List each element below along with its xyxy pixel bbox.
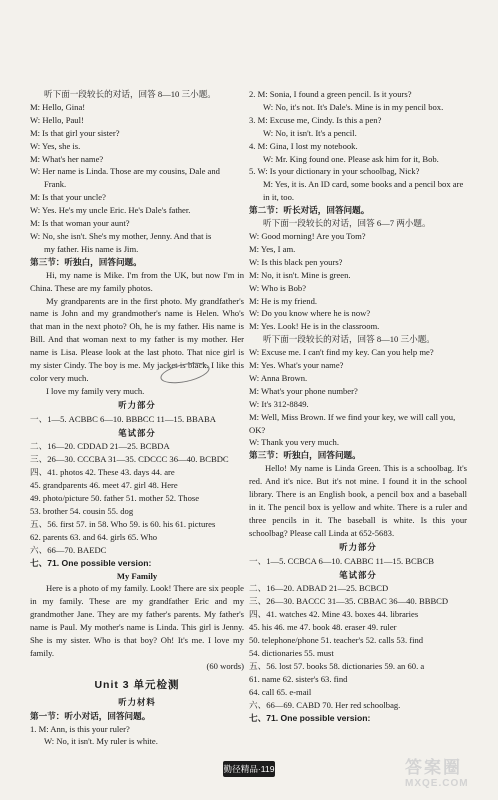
left-line: 笔试部分 — [118, 427, 156, 438]
right-column — [249, 88, 467, 724]
left-line: Hi, my name is Mike. I'm from the UK, but now I'm in China. These are my family photos. — [30, 269, 244, 293]
right-line: W: It's 312-8849. — [249, 398, 309, 409]
right-line: M: Well, Miss Brown. If we find your key, we will call you, OK? — [249, 411, 456, 435]
left-line: W: Hello, Paul! — [30, 114, 84, 125]
right-line: 第三节：听独白，回答问题。 — [249, 450, 361, 461]
right-line: 64. call 65. e-mail — [249, 686, 312, 697]
left-line: 一、1—5. ACBBC 6—10. BBBCC 11—15. BBABA — [30, 413, 216, 424]
right-line: W: Mr. King found one. Please ask him for it, Bob. — [263, 153, 439, 164]
left-line: 五、56. first 57. in 58. Who 59. is 60. his 61. pictures — [30, 518, 216, 529]
page-footer-label: 勤径精品·119 — [223, 761, 275, 777]
right-line: 第二节：听长对话，回答问题。 — [249, 205, 370, 216]
left-line: I love my family very much. — [46, 385, 145, 396]
right-line: 二、16—20. ADBAD 21—25. BCBCD — [249, 583, 389, 594]
right-line: 54. dictionaries 55. must — [249, 647, 334, 658]
right-line: 听下面一段较长的对话，回答 6—7 两小题。 — [263, 218, 431, 229]
right-line: 3. M: Excuse me, Cindy. Is this a pen? — [249, 114, 382, 125]
left-line: Frank. — [44, 179, 67, 190]
right-line: 五、56. lost 57. books 58. dictionaries 59. an 60. a — [249, 660, 425, 671]
left-line: M: Is that your uncle? — [30, 192, 106, 203]
left-line: 六、66—70. BAEDC — [30, 544, 107, 555]
left-line: 听力材料 — [118, 696, 156, 707]
right-line: 笔试部分 — [339, 569, 377, 580]
right-line: W: Is this black pen yours? — [249, 256, 343, 267]
left-line: M: What's her name? — [30, 153, 104, 164]
right-line: W: Anna Brown. — [249, 372, 308, 383]
right-line: M: Yes, I am. — [249, 243, 296, 254]
left-line: 49. photo/picture 50. father 51. mother 52. Those — [30, 493, 200, 504]
right-line: 听下面一段较长的对话，回答 8—10 三小题。 — [263, 334, 435, 345]
right-line: Hello! My name is Linda Green. This is a schoolbag. It's red. And it's nice. But it's not mine. I found it in the school library. There is an English book, a pencil box and a baseball in it. The pencil box is yellow and white. There is a ruler and three pencils in it. The baseball is white. Is this your schoolbag? Please call Linda at 652-5683. — [249, 463, 467, 538]
right-line: M: What's your phone number? — [249, 385, 358, 396]
right-line: W: No, it's not. It's Dale's. Mine is in my pencil box. — [263, 101, 444, 112]
left-line: M: Is that girl your sister? — [30, 127, 120, 138]
left-line: 1. M: Ann, is this your ruler? — [30, 723, 130, 734]
left-line: 听下面一段较长的对话，回答 8—10 三小题。 — [44, 89, 216, 99]
right-line: W: No, it isn't. It's a pencil. — [263, 127, 357, 138]
right-line: M: No, it isn't. Mine is green. — [249, 269, 351, 280]
left-line: M: Is that woman your aunt? — [30, 218, 130, 229]
right-line: 三、26—30. BACCC 31—35. CBBAC 36—40. BBBCD — [249, 596, 449, 607]
left-line: My grandparents are in the first photo. My grandfather's name is John and my grandmother's name is Helen. Who's that man in the next photo? Oh, he is my father. His name is Bill. And that woman next to my father is my mother. Her name is Lisa. Please look at the last photo. That nice girl is my sister Cindy. The boy is me. My jacket is black. I like this color very much. — [30, 295, 244, 383]
right-line: M: Yes, it is. An ID card, some books and a pencil box are in it, too. — [263, 179, 464, 203]
right-line: M: Yes. Look! He is in the classroom. — [249, 321, 380, 332]
right-line: 4. M: Gina, I lost my notebook. — [249, 140, 358, 151]
right-line: 45. his 46. me 47. book 48. eraser 49. ruler — [249, 622, 397, 633]
left-line: W: Yes. He's my uncle Eric. He's Dale's father. — [30, 205, 191, 216]
left-line: Here is a photo of my family. Look! There are six people in my family. These are my grandfather Eric and my grandmother Jane. They are my father's parents. My father's name is Paul. My mother's name is Linda. This girl is Jenny. She is my sister. Who is that boy? Oh! It's me. I love my family. — [30, 583, 244, 658]
right-line: W: Thank you very much. — [249, 437, 339, 448]
left-line: My Family — [116, 570, 158, 581]
right-line: W: Excuse me. I can't find my key. Can you help me? — [249, 347, 434, 358]
left-line: 七、71. One possible version: — [30, 557, 152, 568]
left-line: 二、16—20. CDDAD 21—25. BCBDA — [30, 441, 170, 452]
site-watermark — [405, 758, 491, 796]
right-line: M: Yes. What's your name? — [249, 360, 344, 371]
left-line: 三、26—30. CCCBA 31—35. CDCCC 36—40. BCBDC — [30, 454, 229, 465]
left-line: 第三节：听独白，回答问题。 — [30, 256, 142, 267]
right-line: 六、66—69. CABD 70. Her red schoolbag. — [249, 699, 401, 710]
left-line: W: No, it isn't. My ruler is white. — [44, 736, 158, 747]
left-line: W: Yes, she is. — [30, 140, 81, 151]
left-line: 四、41. photos 42. These 43. days 44. are — [30, 467, 175, 478]
left-line: 听力部分 — [118, 399, 156, 410]
left-line: 53. brother 54. cousin 55. dog — [30, 506, 134, 516]
right-line: 50. telephone/phone 51. teacher's 52. calls 53. find — [249, 635, 424, 646]
watermark-line2: MXQE.COM — [405, 778, 469, 789]
right-line: 听力部分 — [339, 541, 377, 552]
right-line: W: Good morning! Are you Tom? — [249, 230, 366, 241]
right-line: 2. M: Sonia, I found a green pencil. Is it yours? — [249, 89, 412, 99]
right-line: W: Do you know where he is now? — [249, 308, 371, 319]
right-line: W: Who is Bob? — [249, 282, 307, 293]
right-line: M: He is my friend. — [249, 295, 318, 306]
left-line: my father. His name is Jim. — [44, 243, 139, 254]
right-line: 四、41. watches 42. Mine 43. boxes 44. libraries — [249, 609, 419, 620]
left-line: W: Her name is Linda. Those are my cousins, Dale and — [30, 166, 220, 177]
left-line: Unit 3 单元检测 — [94, 678, 180, 691]
right-line: 61. name 62. sister's 63. find — [249, 673, 348, 684]
left-line: W: No, she isn't. She's my mother, Jenny. And that is — [30, 230, 212, 241]
right-line: 一、1—5. CCBCA 6—10. CABBC 11—15. BCBCB — [249, 555, 434, 566]
right-line: 5. W: Is your dictionary in your schoolbag, Nick? — [249, 166, 420, 177]
left-line: (60 words) — [206, 660, 244, 671]
left-line: 第一节：听小对话，回答问题。 — [30, 710, 151, 721]
left-line: M: Hello, Gina! — [30, 101, 86, 112]
left-line: 45. grandparents 46. meet 47. girl 48. Here — [30, 480, 178, 491]
right-line: 七、71. One possible version: — [249, 712, 371, 723]
left-line: 62. parents 63. and 64. girls 65. Who — [30, 531, 158, 542]
watermark-line1: 答案圈 — [405, 758, 462, 777]
left-column — [30, 88, 244, 748]
